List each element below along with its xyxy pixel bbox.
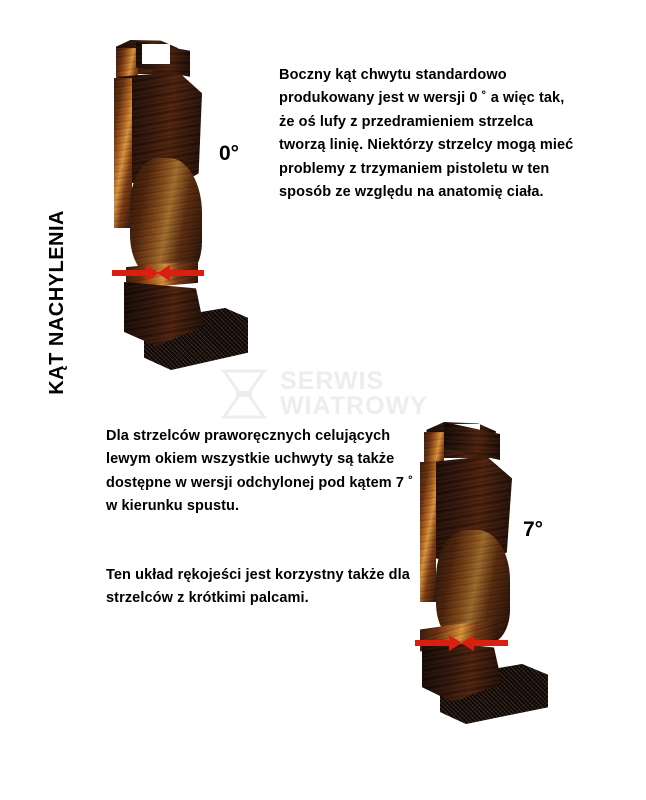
grip-palm-swell [130,158,202,278]
alignment-arrow-left-top [112,270,146,276]
description-text-0-degree: Boczny kąt chwytu standardowo produkowany jest w wersji 0 ˚ a więc tak, że oś lufy z przedramieniem strzelca tworzą linię. Niektórzy strzelcy mogą mieć problemy z trzymaniem pistoletu w ten sposób ze względu na anatomię ciała. [279,67,574,201]
grip-photo-7-degree [400,418,565,738]
watermark-text [280,366,428,420]
grip-illustration [400,418,565,738]
description-text-7-degree-b: Ten układ rękojeści jest korzystny także dla strzelców z krótkimi palcami. [106,567,410,607]
watermark [218,362,478,426]
alignment-arrow-right-bottom [474,640,508,646]
angle-label-7-degree: 7° [523,518,544,541]
grip-light-strip-side [420,462,436,602]
watermark-line-1: SERWIS [280,366,385,395]
grip-illustration [96,38,256,408]
description-text-7-degree-a: Dla strzelców praworęcznych celujących lewym okiem wszystkie uchwyty są także dostępne w wersji odchylonej pod kątem 7 ˚ w kierunku spustu. [106,428,414,515]
watermark-line-2: WIATROWY [280,392,428,420]
vertical-section-label: KĄT NACHYLENIA [46,210,68,395]
alignment-arrow-left-bottom [415,640,449,646]
alignment-arrow-right-top [170,270,204,276]
angle-label-0-degree: 0° [219,142,240,165]
grip-photo-0-degree [96,38,256,408]
grip-notch [142,44,170,64]
